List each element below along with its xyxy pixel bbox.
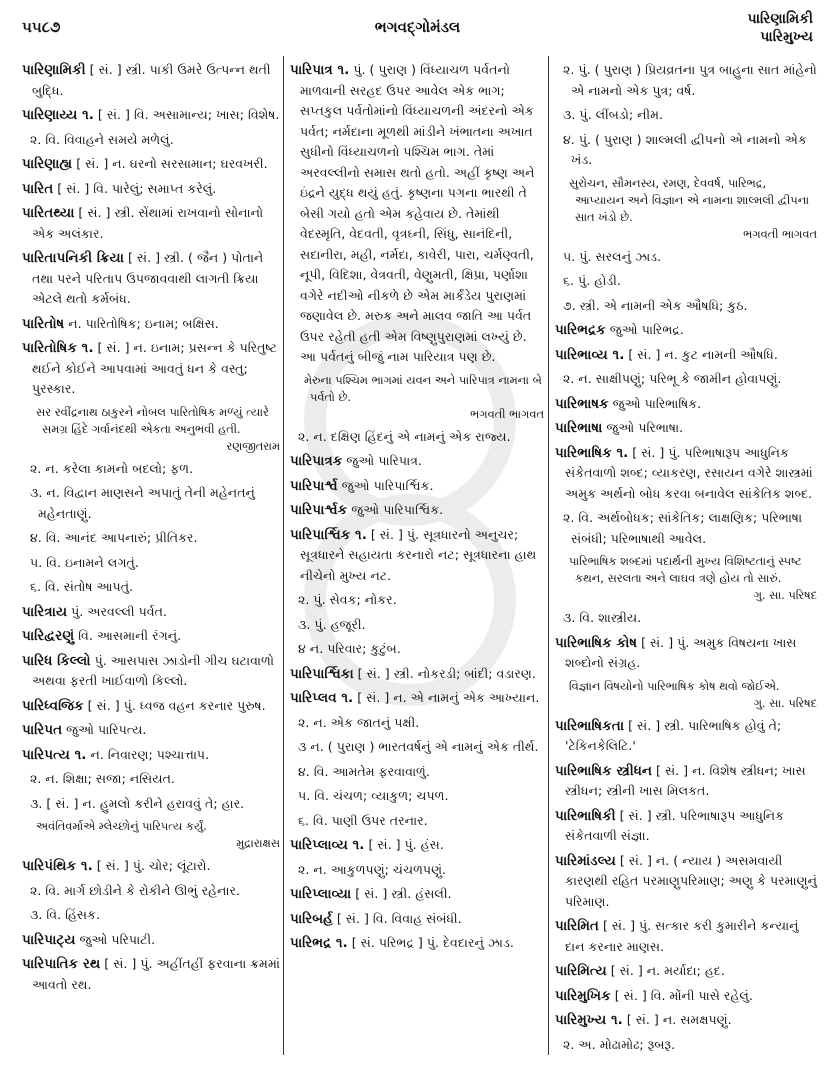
- quote-source: ભગવતી ભાગવત: [743, 226, 817, 241]
- headword: પારિભાવ્ય ૧.: [555, 346, 625, 363]
- dictionary-entry: [555, 443, 817, 505]
- definition-text: ન. નિવારણ; પશ્ચાત્તાપ.: [86, 746, 210, 762]
- definition-text: ૪. પું. ( પુરાણ ) શાલ્મલી દ્વીપનો એ નામનો એક ખંડ.: [563, 131, 807, 167]
- definition-text: જુઓ પારિપત્ય.: [62, 722, 147, 737]
- definition-text: [ સં. ] ન. એ નામનું એક આખ્યાન.: [353, 690, 540, 705]
- dictionary-column-3: [555, 60, 817, 1059]
- entry-sense: [22, 881, 280, 902]
- definition-text: ૩. પું. લીંબડો; નીમ.: [563, 107, 663, 122]
- definition-text: [ સં. ] વિ. પારેલું; સમાપ્ત કરેલું.: [53, 180, 217, 196]
- headword: પારિતથ્યા: [22, 205, 75, 221]
- definition-text: ૨. વિ. માર્ગ છોડીને કે રોકીને ઊભું રહેનાર.: [30, 882, 241, 898]
- entry-sense: [22, 528, 280, 549]
- definition-text: ૪. વિ. આમતેમ ફરવાવાળું.: [298, 763, 430, 779]
- definition-text: [ સં. ] સ્ત્રી. હંસલી.: [351, 886, 452, 901]
- entry-sense: [290, 762, 544, 783]
- entry-sense: [555, 105, 817, 126]
- column-divider: [283, 56, 284, 1055]
- definition-text: ૨. ન. આકુળપણું; ચંચળપણું.: [298, 861, 447, 877]
- dictionary-entry: [555, 916, 817, 957]
- headword: પારિપંથિક ૧.: [22, 858, 93, 874]
- usage-quote: [22, 404, 280, 455]
- headword: પારિભદ્રક: [555, 322, 606, 338]
- dictionary-entry: [555, 806, 817, 847]
- definition-text: [ સં. ] ન. સમક્ષપણું.: [622, 1012, 732, 1027]
- definition-text: પું. અરવલ્લી પર્વત.: [67, 603, 167, 619]
- quote-source: રણજીતરામ: [226, 438, 280, 453]
- definition-text: ૨. વિ. વિવાહને સમયે મળેલું.: [30, 131, 174, 147]
- definition-text: [ સં. ] પું. ચોર; લૂંટારો.: [92, 858, 211, 873]
- definition-text: [ સં. ] ન. ઘરનો સરસામાન; ઘરવખરી.: [72, 156, 268, 171]
- entry-sense: [290, 860, 544, 881]
- definition-text: [ સં. ] ન. ( ન્યાય ) અસમવાયી કારણથી રહિત પરમાણુપરિમાણ; અણુ કે પરમાણુનું પરિમાણ.: [565, 852, 817, 909]
- dictionary-entry: [555, 986, 817, 1007]
- dictionary-entry: [22, 626, 280, 647]
- entry-sense: [290, 811, 544, 832]
- book-title: ભગવદ્ગોમંડલ: [374, 18, 461, 36]
- page-header: [22, 10, 813, 52]
- dictionary-entry: [555, 418, 817, 439]
- dictionary-entry: [22, 696, 280, 717]
- dictionary-entry: [555, 851, 817, 913]
- dictionary-entry: [290, 500, 544, 521]
- dictionary-entry: [290, 664, 544, 685]
- definition-text: જુઓ પારિપાર્શ્વિક.: [337, 477, 434, 493]
- definition-text: [ સં. ] પું. પરિભાષારૂપ આધુનિક સંકેતવાળો શબ્દ; વ્યાકરણ, રસાયન વગેરે શાસ્ત્રમાં અમુક અર્થનો બોધ કરવા બનાવેલ સાંકેતિક શબ્દ.: [565, 444, 813, 501]
- headword: પારિધ્વજિક: [22, 697, 84, 714]
- entry-sense: [555, 1035, 817, 1056]
- definition-text: ૩. પું. હજૂરી.: [298, 616, 366, 632]
- guide-word-last: પારિમુખ્ય: [760, 29, 813, 45]
- dictionary-column-2: [290, 60, 544, 958]
- definition-text: પારિભાષિક શબ્દમાં પદાર્થની મુખ્ય વિશિષ્ટતાનું સ્પષ્ટ કથન, સરલતા અને લાઘવ ત્રણે હોય તો સારું.: [569, 554, 802, 585]
- headword: પારિભદ્ર ૧.: [290, 935, 348, 951]
- headword: પારિદ્વરણું: [22, 628, 75, 644]
- dictionary-entry: [555, 394, 817, 415]
- dictionary-entry: [290, 476, 544, 497]
- definition-text: ૩. ન. વિદ્વાન માણસને અપાતું તેની મહેનતનું મહેનતાણું.: [30, 485, 255, 521]
- definition-text: [ સં. ] સ્ત્રી. પાકી ઉમરે ઉત્પન્ન થતી બુદ્ધિ.: [32, 62, 271, 98]
- definition-text: વિજ્ઞાન વિષયોનો પારિભાષિક કોષ થવો જોઈએ.: [569, 678, 780, 693]
- usage-quote: [290, 372, 544, 423]
- usage-quote: [555, 175, 817, 243]
- entry-sense: [290, 737, 544, 758]
- entry-sense: [555, 60, 817, 101]
- dictionary-entry: [555, 716, 817, 757]
- definition-text: ૨. ન. એક જાતનું પક્ષી.: [298, 714, 420, 730]
- headword: પારિત્રાય: [22, 603, 68, 620]
- quote-source: મુદ્રારાક્ષસ: [236, 836, 280, 850]
- headword: પારિતાપનિકી ક્રિયા: [22, 250, 124, 266]
- definition-text: ૨. ન. શિક્ષા; સજા; નસિયત.: [30, 771, 175, 786]
- definition-text: ૭. સ્ત્રી. એ નામની એક ઔષધિ; કુઠ.: [563, 297, 748, 313]
- headword: પારિધ કિલ્લો: [22, 652, 91, 669]
- headword: પારિમિત્ય: [555, 963, 607, 979]
- definition-text: પું. ( પુરાણ ) વિંધ્યાચળ પર્વતનો માળવાની સરહદ ઉપર આવેલ એક ભાગ; સપ્તકુલ પર્વતોમાંનો વિંધ્યાચળની અંદરનો એક પર્વત; નર્મદાના મૂળથી માંડીને ખંભાતના અખાત સુધીનો વિંધ્યાચળનો પશ્ચિમ ભાગ. તેમાં અરવલ્લીનો સમાસ થતો હતો. અહીં કૃષ્ણ અને ઇંદ્રને યુદ્ધ થયું હતું. કૃષ્ણના પગના ભારથી તે બેસી ગયો હતો એમ કહેવાય છે. તેમાંથી વેદસ્મૃતિ, વેદવતી, વૃત્રઘ્ની, સિંધુ, સાનંદિની, સદાનીરા, મહી, નર્મદા, કાવેરી, પારા, ચર્મણ્વતી, નૂપી, વિદિશા, વેત્રવતી, વેણુમતી, ક્ષિપ્રા, પર્ણાશા વગેરે નદીઓ નીકળે છે એમ માર્કંડેય પુરાણમાં જણાવેલ છે. મરુક અને માલવ જાતિ આ પર્વત ઉપર રહેતી હતી એમ વિષ્ણુપુરાણમાં લખ્યું છે. આ પર્વતનું બીજું નામ પારિયાત્ર પણ છે.: [300, 62, 535, 364]
- entry-sense: [290, 427, 544, 448]
- definition-text: પું. આસપાસ ઝાડોની ગીચ ઘટાવાળો અથવા ફરતી ખાઈવાળો કિલ્લો.: [32, 652, 274, 688]
- dictionary-entry: [290, 525, 544, 587]
- dictionary-entry: [22, 954, 280, 995]
- definition-text: જુઓ પરિભાષા.: [602, 420, 684, 435]
- definition-text: [ સં. ] ન. કુટ નામની ઔષધિ.: [624, 346, 778, 362]
- usage-quote: [555, 553, 817, 604]
- dictionary-entry: [290, 909, 544, 930]
- quote-source: ગુ. સા. પરિષદ: [753, 695, 817, 710]
- dictionary-entry: [290, 451, 544, 472]
- headword: પારિભાષિક ૧.: [555, 444, 629, 461]
- dictionary-entry: [22, 651, 280, 692]
- headword: પારિપ્લવ ૧.: [290, 690, 354, 706]
- definition-text: [ સં. ] ન. ઇનામ; પ્રસન્ન કે પરિતુષ્ટ થઈને કોઈને આપવામાં આવતું ધન કે વસ્તુ; પુરસ્કાર.: [32, 340, 278, 396]
- entry-sense: [290, 786, 544, 807]
- definition-text: [ સં. ] વિ. વિવાહ સંબંધી.: [332, 910, 462, 926]
- usage-quote: [555, 678, 817, 712]
- entry-sense: [555, 608, 817, 629]
- definition-text: ૬. પું. હોડી.: [563, 273, 621, 288]
- entry-sense: [555, 130, 817, 171]
- definition-text: [ સં. ] ન. મર્યાદા; હદ.: [606, 963, 725, 978]
- entry-sense: [290, 639, 544, 660]
- headword: પારિભાષિક કોષ: [555, 634, 638, 651]
- dictionary-entry: [555, 1010, 817, 1031]
- definition-text: ૨. ન. કરેલા કામનો બદલો; ફળ.: [30, 460, 194, 476]
- dictionary-entry: [22, 105, 280, 126]
- definition-text: [ સં. પરિભદ્ર ] પું. દેવદારનું ઝાડ.: [347, 935, 514, 950]
- definition-text: ૨. પું. સેવક; નોકર.: [298, 592, 397, 607]
- guide-words: [748, 10, 814, 46]
- headword: પારિપ્લાવ્યા: [290, 886, 352, 902]
- dictionary-entry: [22, 338, 280, 400]
- headword: પારિપત્ય ૧.: [22, 746, 87, 763]
- headword: પારિપાર્શ્વિકા: [290, 665, 354, 682]
- definition-text: ૫. વિ. ઇનામને લગતું.: [30, 554, 139, 570]
- headword: પારિપત: [22, 722, 63, 738]
- definition-text: વિ. આસમાની રંગનું.: [74, 628, 182, 643]
- dictionary-entry: [290, 835, 544, 856]
- definition-text: ૩. [ સં. ] ન. હુમલો કરીને હરાવવું તે; હાર.: [30, 795, 245, 811]
- dictionary-entry: [22, 203, 280, 244]
- headword: પારિમિત: [555, 918, 599, 934]
- dictionary-entry: [555, 961, 817, 982]
- definition-text: મેરુના પશ્ચિમ ભાગમાં યવન અને પારિપાત્ર નામના બે પર્વતો છે.: [304, 372, 542, 404]
- headword: પારિભાષિકતા: [555, 717, 625, 734]
- headword: પારિમાંડલ્ય: [555, 852, 616, 869]
- headword: પારિભાષિક સ્ત્રીધન: [555, 762, 653, 779]
- headword: પારિતોષ: [22, 315, 65, 332]
- definition-text: ૫. વિ. ચંચળ; વ્યાકુળ; ચપળ.: [298, 788, 449, 803]
- headword: પારિતોષિક ૧.: [22, 340, 94, 356]
- dictionary-entry: [290, 884, 544, 905]
- definition-text: [ સં. ] પું. ધ્વજ વહન કરનાર પુરુષ.: [83, 697, 266, 713]
- entry-sense: [555, 369, 817, 390]
- dictionary-entry: [22, 745, 280, 766]
- definition-text: ૩. વિ. હિંસક.: [30, 907, 100, 922]
- definition-text: ૨. અ. મોઢામોઢ; રૂબરૂ.: [563, 1036, 676, 1052]
- headword: પારિબર્હ: [290, 910, 333, 927]
- definition-text: ૩. વિ. શાસ્ત્રીય.: [563, 610, 642, 625]
- quote-source: ભગવતી ભાગવત: [470, 406, 544, 421]
- entry-sense: [290, 590, 544, 611]
- definition-text: જુઓ પારિપાત્ર.: [342, 453, 422, 468]
- definition-text: [ સં. ] પું. અહીંતહીં ફરવાના ક્રમમાં આવતો રથ.: [32, 956, 280, 992]
- dictionary-entry: [22, 60, 280, 101]
- dictionary-column-1: [22, 60, 280, 999]
- entry-sense: [22, 459, 280, 480]
- entry-sense: [22, 794, 280, 815]
- definition-text: [ સં. ] સ્ત્રી. પરિભાષારૂપ આધુનિક સંકેતવાળી સંજ્ઞા.: [565, 807, 785, 843]
- dictionary-entry: [555, 320, 817, 341]
- headword: પારિપાત્રક: [290, 453, 343, 469]
- definition-text: [ સં. ] સ્ત્રી. સેંથામાં રાખવાનો સોનાનો એક અલંકાર.: [32, 205, 264, 241]
- definition-text: જુઓ પારિપાર્શ્વિક.: [347, 502, 444, 517]
- definition-text: ૪. વિ. આનંદ આપનારું; પ્રીતિકર.: [30, 530, 198, 545]
- quote-source: ગુ. સા. પરિષદ: [753, 588, 817, 602]
- dictionary-entry: [22, 154, 280, 175]
- entry-sense: [22, 769, 280, 790]
- entry-sense: [555, 271, 817, 292]
- entry-sense: [22, 483, 280, 524]
- definition-text: જુઓ પરિપાટી.: [75, 931, 156, 947]
- dictionary-entry: [22, 179, 280, 200]
- dictionary-entry: [555, 345, 817, 366]
- definition-text: ૫. પું. સરલનું ઝાડ.: [563, 248, 662, 264]
- entry-sense: [22, 130, 280, 151]
- headword: પારિમુખ્ય ૧.: [555, 1012, 623, 1028]
- entry-sense: [22, 553, 280, 574]
- definition-text: [ સં. ] વિ. મોંની પાસે રહેલું.: [610, 987, 753, 1003]
- definition-text: સુરોચન, સૌમનસ્ય, રમણ, દેવવર્ષ, પારિભદ્ર, આપ્યાયન અને વિજ્ઞાન એ નામના શાલ્મલી દ્વીપના સાત ખંડો છે.: [569, 175, 809, 224]
- definition-text: ૬. વિ. પાણી ઉપર તરનાર.: [298, 812, 428, 828]
- entry-sense: [22, 577, 280, 598]
- definition-text: સર રવીંદ્રનાથ ઠાકુરને નોબલ પારિતોષિક મળ્યું ત્યારે સમગ્ર હિંદે ગર્વાનંદથી એકતા અનુભવી હતી.: [36, 404, 269, 436]
- definition-text: [ સં. ] પું. સત્કાર કરી કુમારીને કન્યાનું દાન કરનાર માણસ.: [565, 918, 799, 954]
- definition-text: અવંતિવર્માએ મ્લેચ્છોનું પારિપત્ય કર્યું.: [36, 819, 207, 833]
- page-number: ૫૫૮૭: [22, 18, 61, 36]
- headword: પારિભાષક: [555, 395, 609, 412]
- headword: પારિત: [22, 180, 54, 197]
- headword: પારિપાટ્ય: [22, 931, 76, 948]
- usage-quote: [22, 818, 280, 852]
- column-divider: [548, 56, 549, 1055]
- headword: પારિભાષા: [555, 420, 603, 436]
- definition-text: ૨. પું. ( પુરાણ ) પ્રિયવ્રતના પુત્ર બાહુના સાત માંહેનો એ નામનો એક પુત્ર; વર્ષ.: [563, 62, 817, 98]
- guide-word-first: પારિણામિકી: [747, 11, 813, 27]
- dictionary-entry: [22, 314, 280, 335]
- dictionary-entry: [22, 856, 280, 877]
- headword: પારિમુખિક: [555, 987, 611, 1004]
- definition-text: ૪ ન. પરિવાર; કુટુંબ.: [298, 641, 401, 656]
- headword: પારિપાર્શ્વિક ૧.: [290, 526, 367, 543]
- entry-sense: [555, 247, 817, 268]
- headword: પારિપાતિક રથ: [22, 956, 101, 972]
- definition-text: જુઓ પારિભદ્ર.: [605, 322, 684, 337]
- definition-text: [ સં. ] પું. અમુક વિષયના ખાસ શબ્દોનો સંગ્રહ.: [565, 634, 797, 670]
- headword: પારિભાષિકી: [555, 807, 616, 824]
- dictionary-entry: [22, 602, 280, 623]
- headword: પારિણામિકી: [22, 62, 86, 78]
- definition-text: [ સં. ] પું. હંસ.: [364, 837, 444, 852]
- entry-sense: [290, 713, 544, 734]
- dictionary-entry: [22, 248, 280, 310]
- definition-text: ૨. ન. સાક્ષીપણું; પરિભૂ કે જામીન હોવાપણું.: [563, 371, 782, 386]
- dictionary-entry: [290, 60, 544, 368]
- dictionary-entry: [22, 930, 280, 951]
- headword: પારિણાય્ય ૧.: [22, 107, 94, 123]
- dictionary-entry: [290, 688, 544, 709]
- definition-text: ૨. ન. દક્ષિણ હિંદનું એ નામનું એક રાજ્ય.: [298, 428, 511, 444]
- headword: પારિપાત્ર ૧.: [290, 62, 350, 78]
- definition-text: ૨. વિ. અર્થબોધક; સાંકેતિક; લાક્ષણિક; પરિભાષા સંબંધી; પરિભાષાથી આવેલ.: [563, 510, 803, 546]
- dictionary-entry: [22, 720, 280, 741]
- dictionary-entry: [290, 933, 544, 954]
- definition-text: [ સં. ] વિ. અસામાન્ય; ખાસ; વિશેષ.: [93, 107, 280, 122]
- dictionary-entry: [555, 761, 817, 802]
- definition-text: ૩ ન. ( પુરાણ ) ભારતવર્ષનું એ નામનું એક તીર્થ.: [298, 739, 539, 754]
- definition-text: [ સં. ] ન. વિશેષ સ્ત્રીધન; ખાસ સ્ત્રીધન; સ્ત્રીની ખાસ મિલકત.: [565, 762, 806, 798]
- definition-text: જુઓ પારિભાષિક.: [608, 395, 702, 411]
- headword: પારિપાર્શ્વ: [290, 477, 338, 494]
- entry-sense: [555, 508, 817, 549]
- dictionary-entry: [555, 633, 817, 674]
- entry-sense: [290, 615, 544, 636]
- definition-text: [ સં. ] સ્ત્રી. નોકરડી; બાંદી; વડારણ.: [353, 665, 536, 681]
- entry-sense: [555, 296, 817, 317]
- headword: પારિણાહ્ય: [22, 156, 73, 172]
- definition-text: ન. પારિતોષિક; ઇનામ; બક્ષિસ.: [64, 315, 219, 331]
- definition-text: [ સં. ] પું. સૂત્રધારનો અનુચર; સૂત્રધારને સહાયતા કરનારો નટ; સૂત્રધારના હાથ નીચેનો મુખ્ય નટ.: [300, 526, 537, 583]
- entry-sense: [22, 905, 280, 926]
- definition-text: ૬. વિ. સંતોષ આપતું.: [30, 579, 134, 594]
- definition-text: [ સં. ] સ્ત્રી. ( જૈન ) પોતાને તથા પરને પરિતાપ ઉપજાવવાથી લાગતી ક્રિયા એટલે થતો કર્મબંધ.: [32, 250, 264, 306]
- headword: પારિપાર્શ્વક: [290, 502, 348, 518]
- definition-text: [ સં. ] સ્ત્રી. પારિભાષિક હોવું તે; 'ટેકિનકેલિટિ.': [565, 717, 782, 753]
- headword: પારિપ્લાવ્ય ૧.: [290, 837, 365, 853]
